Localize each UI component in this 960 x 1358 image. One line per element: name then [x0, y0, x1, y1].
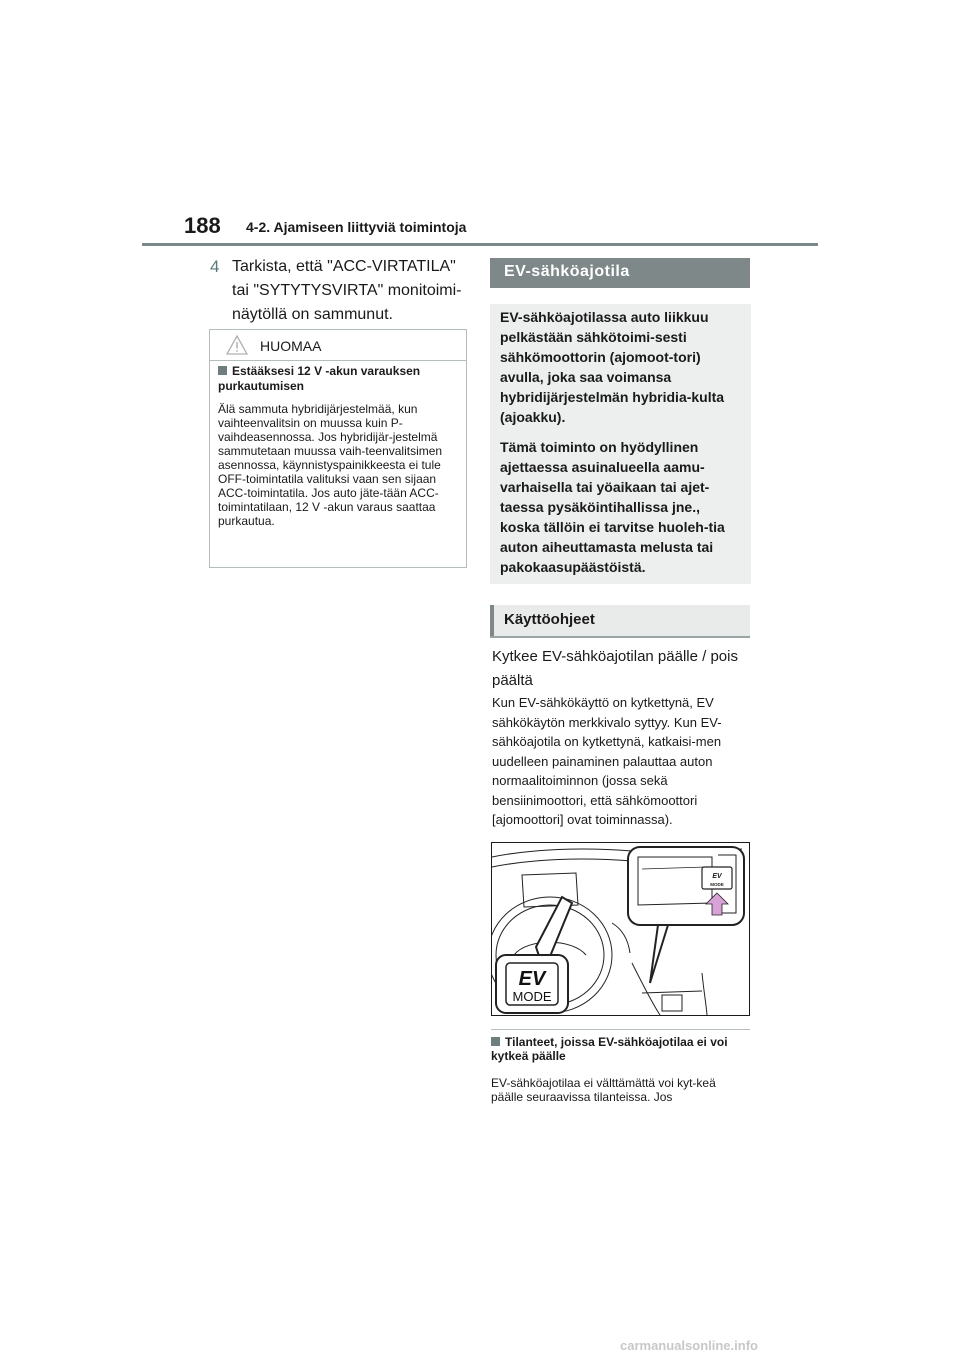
note-title [491, 1035, 750, 1063]
step-text: Tarkista, että "ACC-VIRTATILA" tai "SYTYTYSVIRTA" monitoimi-näytöllä on sammunut. [232, 258, 462, 323]
ev-mode-button-sublabel: MODE [512, 989, 552, 1004]
chapter-title: 4-2. Ajamiseen liittyviä toimintoja [246, 219, 467, 235]
bullet-square-icon [491, 1037, 500, 1046]
section-intro [490, 304, 751, 584]
intro-paragraph-1: EV-sähköajotilassa auto liikkuu pelkästään sähkötoimi-sesti sähkömoottorin (ajomoot-tori) avulla, joka saa voimansa hybridijärjestelmän hybridia-kulta (ajoakku). [500, 309, 725, 425]
header-divider [142, 243, 818, 246]
bullet-square-icon [218, 366, 227, 375]
usage-instruction: Kytkee EV-sähköajotilan päälle / pois päältä [492, 648, 738, 689]
note-divider [491, 1029, 750, 1030]
notice-box [209, 329, 467, 568]
notice-subtitle [218, 364, 462, 394]
dashboard-drawing [492, 843, 749, 1015]
page-number: 188 [184, 213, 221, 238]
notice-header [210, 330, 466, 361]
note-title-text: Tilanteet, joissa EV-sähköajotilaa ei voi kytkeä päälle [491, 1035, 728, 1063]
note-body: EV-sähköajotilaa ei välttämättä voi kyt-keä päälle seuraavissa tilanteissa. Jos [491, 1076, 716, 1104]
usage-title-underline [490, 636, 750, 638]
notice-body: Älä sammuta hybridijärjestelmää, kun vaihteenvalitsin on muussa kuin P-vaihdeasennossa. Jos hybridijär-jestelmä sammutetaan muussa vaih-teenvalitsimen asennossa, käynnistyspainikkeesta ei tule OFF-toimintatila valituksi vaan sen sijaan ACC-toimintatila. Jos auto jäte-tään ACC-toimintatilaan, 12 V -akun varaus saattaa purkautua. [218, 402, 443, 528]
usage-description: Kun EV-sähkökäyttö on kytkettynä, EV sähkökäytön merkkivalo syttyy. Kun EV-sähköajotila on kytkettynä, katkaisi-men uudelleen painaminen palauttaa auton normaalitoiminnon (jossa sekä bensiinimoottori, että sähkömoottori [ajomoottori] ovat toiminnassa). [492, 695, 722, 827]
usage-title: Käyttöohjeet [490, 605, 750, 637]
watermark: carmanualsonline.info [620, 1338, 758, 1353]
step-number: 4 [210, 257, 220, 276]
section-title: EV-sähköajotila [490, 258, 750, 288]
dashboard-illustration [491, 842, 750, 1016]
svg-text:MODE: MODE [710, 882, 724, 887]
warning-triangle-icon [226, 335, 248, 355]
ev-mode-button-label: EV [518, 968, 546, 990]
notice-title: HUOMAA [260, 338, 322, 354]
svg-text:EV: EV [712, 873, 722, 880]
intro-paragraph-2: Tämä toiminto on hyödyllinen ajettaessa asuinalueella aamu-varhaisella tai yöaikaan tai ajet-taessa pysäköintihallissa jne., koska tällöin ei tarvitse huoleh-tia auton aiheuttamasta melusta tai pakokaasupäästöistä. [500, 439, 725, 575]
notice-subtitle-text: Estääksesi 12 V -akun varauksen purkautumisen [218, 364, 421, 393]
